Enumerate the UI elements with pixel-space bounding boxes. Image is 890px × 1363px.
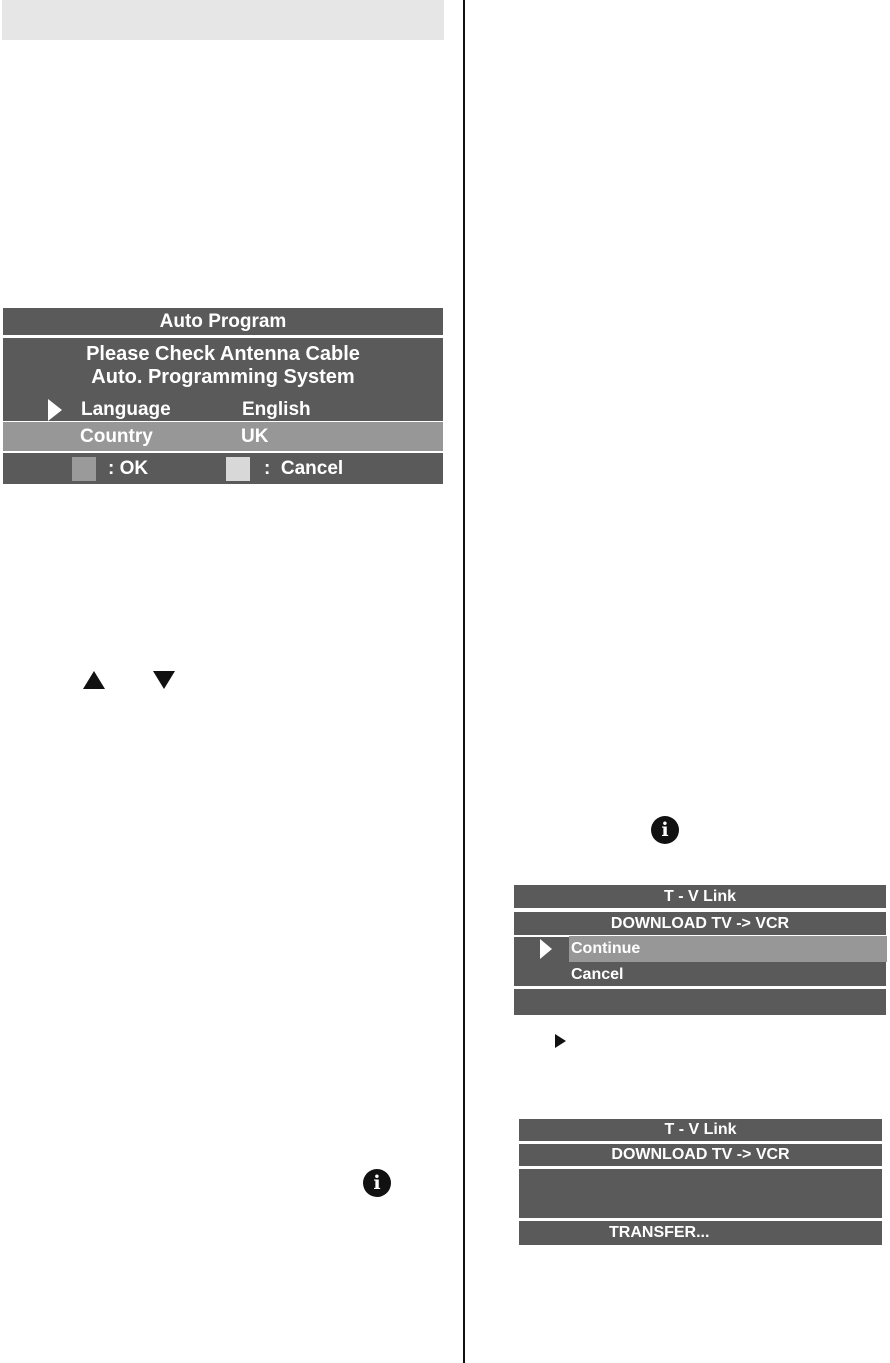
row-value-language: English	[242, 398, 311, 420]
option-continue-label: Continue	[569, 936, 887, 962]
menu-row-country[interactable]	[2, 421, 444, 452]
tv-link-title	[513, 884, 887, 909]
transfer-title	[518, 1118, 883, 1142]
down-arrow-icon	[153, 671, 175, 689]
row-label-language: Language	[81, 398, 171, 420]
info-line-1: Please Check Antenna Cable	[86, 343, 360, 365]
info-line-2: Auto. Programming System	[91, 366, 355, 388]
ok-key-icon	[72, 457, 96, 481]
right-arrow-icon	[555, 1034, 566, 1048]
auto-program-footer	[2, 452, 444, 485]
cancel-key-icon	[226, 457, 250, 481]
up-arrow-icon	[83, 671, 105, 689]
tv-link-subtitle	[513, 911, 887, 936]
transfer-subtitle-text: DOWNLOAD TV -> VCR	[611, 1146, 790, 1163]
tv-link-subtitle-text: DOWNLOAD TV -> VCR	[610, 914, 790, 932]
column-divider	[463, 0, 465, 1363]
transfer-body	[518, 1168, 883, 1219]
option-cancel-label: Cancel	[571, 965, 624, 983]
row-label-country: Country	[80, 425, 153, 447]
info-icon: i	[363, 1169, 391, 1197]
selection-arrow-icon	[540, 939, 552, 959]
transfer-status	[518, 1220, 883, 1246]
transfer-title-text: T - V Link	[664, 1121, 737, 1138]
info-icon: i	[651, 816, 679, 844]
tv-link-option-cancel[interactable]	[513, 962, 887, 987]
ok-label[interactable]: : OK	[108, 457, 149, 479]
tv-link-option-continue[interactable]	[513, 936, 887, 962]
tv-link-footer	[513, 988, 887, 1016]
transfer-subtitle	[518, 1143, 883, 1167]
transfer-status-text: TRANSFER...	[609, 1224, 710, 1241]
selection-arrow-icon	[48, 399, 62, 421]
row-value-country: UK	[241, 425, 269, 447]
tv-link-title-text: T - V Link	[664, 887, 736, 905]
tv-link-menu	[513, 884, 887, 1016]
page-header-bar	[2, 0, 444, 40]
auto-program-menu	[2, 307, 444, 485]
auto-program-title	[2, 307, 444, 336]
auto-program-title-text: Auto Program	[159, 310, 287, 332]
cancel-label[interactable]: : Cancel	[264, 457, 344, 479]
tv-link-transfer-menu	[518, 1118, 883, 1246]
